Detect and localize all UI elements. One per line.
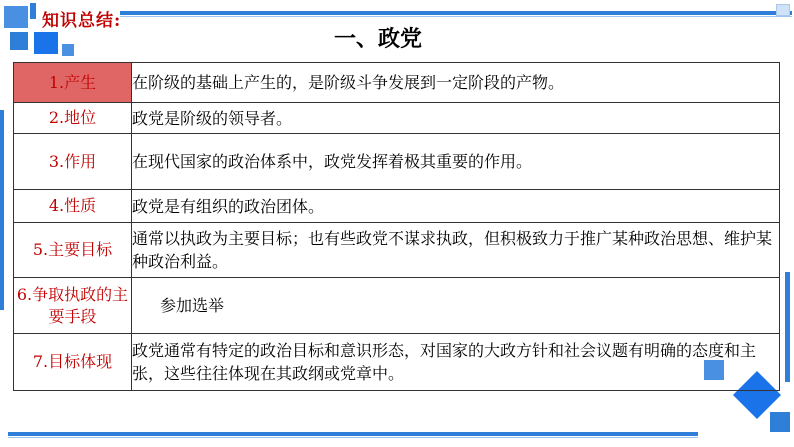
bottom-divider-thin: [8, 437, 698, 438]
decor-square: [34, 32, 58, 54]
table-row: [14, 334, 780, 391]
desc-cell: 在现代国家的政治体系中，政党发挥着极其重要的作用。: [132, 134, 780, 190]
table-row: [14, 223, 780, 278]
knowledge-table: [13, 62, 780, 391]
term-cell: 5.主要目标: [14, 223, 132, 278]
desc-cell: 政党通常有特定的政治目标和意识形态，对国家的大政方针和社会议题有明确的态度和主张，这些往往体现在其政纲或党章中。: [132, 334, 780, 391]
table-row: [14, 103, 780, 134]
desc-cell: 政党是阶级的领导者。: [132, 103, 780, 134]
table-row: [14, 134, 780, 190]
desc-cell: 政党是有组织的政治团体。: [132, 190, 780, 223]
top-divider: [120, 11, 792, 15]
page-title: 一、政党: [334, 26, 423, 52]
desc-cell: 通常以执政为主要目标；也有些政党不谋求执政，但积极致力于推广某种政治思想、维护某种政治利益。: [132, 223, 780, 278]
right-accent-bar: [785, 272, 790, 382]
desc-cell: 在阶级的基础上产生的，是阶级斗争发展到一定阶段的产物。: [132, 63, 780, 103]
term-cell: 1.产生: [14, 63, 132, 103]
table-row: [14, 278, 780, 334]
table-row: [14, 63, 780, 103]
left-accent-bar: [0, 110, 4, 310]
decor-square: [4, 6, 28, 28]
table-row: [14, 190, 780, 223]
desc-cell: 参加选举: [132, 278, 780, 334]
top-divider-thin: [120, 16, 792, 17]
term-cell: 3.作用: [14, 134, 132, 190]
term-cell: 6.争取执政的主要手段: [14, 278, 132, 334]
decor-square: [62, 44, 74, 56]
term-cell: 2.地位: [14, 103, 132, 134]
decor-square: [770, 412, 790, 432]
term-cell: 7.目标体现: [14, 334, 132, 391]
bottom-divider: [8, 432, 698, 436]
decor-square: [10, 32, 28, 50]
decor-square: [30, 3, 36, 19]
decor-square: [776, 4, 790, 16]
term-cell: 4.性质: [14, 190, 132, 223]
summary-label: 知识总结:: [42, 11, 122, 31]
